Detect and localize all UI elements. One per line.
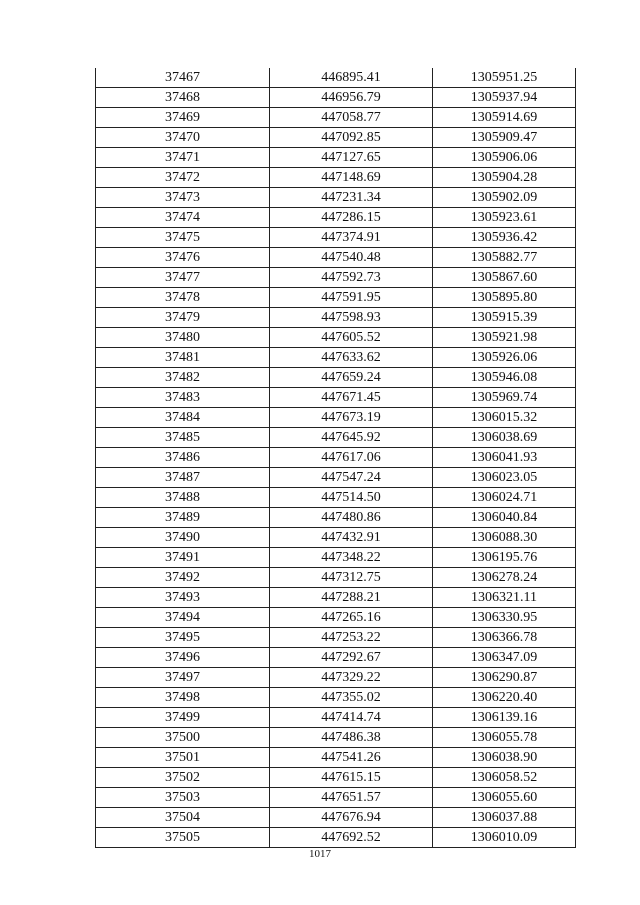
table-row (96, 188, 576, 208)
y-coordinate-cell: 1306058.52 (433, 768, 576, 788)
table-row (96, 608, 576, 628)
x-coordinate-cell: 447292.67 (270, 648, 433, 668)
point-id-cell: 37470 (96, 128, 270, 148)
table-row (96, 288, 576, 308)
y-coordinate-cell: 1306321.11 (433, 588, 576, 608)
table-row (96, 628, 576, 648)
y-coordinate-cell: 1306015.32 (433, 408, 576, 428)
y-coordinate-cell: 1305895.80 (433, 288, 576, 308)
x-coordinate-cell: 447486.38 (270, 728, 433, 748)
point-id-cell: 37469 (96, 108, 270, 128)
table-row (96, 728, 576, 748)
point-id-cell: 37499 (96, 708, 270, 728)
x-coordinate-cell: 447231.34 (270, 188, 433, 208)
x-coordinate-cell: 447148.69 (270, 168, 433, 188)
point-id-cell: 37502 (96, 768, 270, 788)
point-id-cell: 37497 (96, 668, 270, 688)
x-coordinate-cell: 447374.91 (270, 228, 433, 248)
point-id-cell: 37475 (96, 228, 270, 248)
table-row (96, 248, 576, 268)
y-coordinate-cell: 1306055.78 (433, 728, 576, 748)
table-row (96, 788, 576, 808)
table-row (96, 388, 576, 408)
point-id-cell: 37494 (96, 608, 270, 628)
y-coordinate-cell: 1305951.25 (433, 68, 576, 88)
point-id-cell: 37478 (96, 288, 270, 308)
point-id-cell: 37483 (96, 388, 270, 408)
y-coordinate-cell: 1306024.71 (433, 488, 576, 508)
x-coordinate-cell: 447432.91 (270, 528, 433, 548)
point-id-cell: 37505 (96, 828, 270, 848)
table-row (96, 768, 576, 788)
y-coordinate-cell: 1305969.74 (433, 388, 576, 408)
point-id-cell: 37491 (96, 548, 270, 568)
x-coordinate-cell: 447651.57 (270, 788, 433, 808)
table-row (96, 208, 576, 228)
point-id-cell: 37474 (96, 208, 270, 228)
table-row (96, 648, 576, 668)
y-coordinate-cell: 1306290.87 (433, 668, 576, 688)
x-coordinate-cell: 447617.06 (270, 448, 433, 468)
point-id-cell: 37496 (96, 648, 270, 668)
x-coordinate-cell: 447058.77 (270, 108, 433, 128)
coordinate-table (95, 68, 576, 848)
x-coordinate-cell: 447348.22 (270, 548, 433, 568)
x-coordinate-cell: 447253.22 (270, 628, 433, 648)
y-coordinate-cell: 1305906.06 (433, 148, 576, 168)
y-coordinate-cell: 1306330.95 (433, 608, 576, 628)
y-coordinate-cell: 1306278.24 (433, 568, 576, 588)
point-id-cell: 37471 (96, 148, 270, 168)
x-coordinate-cell: 447514.50 (270, 488, 433, 508)
table-row (96, 128, 576, 148)
table-row (96, 308, 576, 328)
table-row (96, 708, 576, 728)
table-row (96, 108, 576, 128)
y-coordinate-cell: 1306041.93 (433, 448, 576, 468)
table-row (96, 268, 576, 288)
table-row (96, 748, 576, 768)
x-coordinate-cell: 447355.02 (270, 688, 433, 708)
x-coordinate-cell: 447659.24 (270, 368, 433, 388)
x-coordinate-cell: 447671.45 (270, 388, 433, 408)
y-coordinate-cell: 1305921.98 (433, 328, 576, 348)
y-coordinate-cell: 1305926.06 (433, 348, 576, 368)
x-coordinate-cell: 447547.24 (270, 468, 433, 488)
point-id-cell: 37482 (96, 368, 270, 388)
table-row (96, 488, 576, 508)
y-coordinate-cell: 1305915.39 (433, 308, 576, 328)
table-row (96, 328, 576, 348)
point-id-cell: 37467 (96, 68, 270, 88)
table-row (96, 688, 576, 708)
y-coordinate-cell: 1306055.60 (433, 788, 576, 808)
table-row (96, 148, 576, 168)
y-coordinate-cell: 1306038.90 (433, 748, 576, 768)
y-coordinate-cell: 1305902.09 (433, 188, 576, 208)
table-row (96, 828, 576, 848)
x-coordinate-cell: 447541.26 (270, 748, 433, 768)
x-coordinate-cell: 447092.85 (270, 128, 433, 148)
table-row (96, 548, 576, 568)
point-id-cell: 37476 (96, 248, 270, 268)
point-id-cell: 37493 (96, 588, 270, 608)
x-coordinate-cell: 447645.92 (270, 428, 433, 448)
y-coordinate-cell: 1306010.09 (433, 828, 576, 848)
y-coordinate-cell: 1305923.61 (433, 208, 576, 228)
table-row (96, 348, 576, 368)
x-coordinate-cell: 447676.94 (270, 808, 433, 828)
y-coordinate-cell: 1306040.84 (433, 508, 576, 528)
table-row (96, 408, 576, 428)
y-coordinate-cell: 1305914.69 (433, 108, 576, 128)
y-coordinate-cell: 1305867.60 (433, 268, 576, 288)
point-id-cell: 37481 (96, 348, 270, 368)
x-coordinate-cell: 447329.22 (270, 668, 433, 688)
page-number: 1017 (309, 848, 331, 860)
y-coordinate-cell: 1306347.09 (433, 648, 576, 668)
x-coordinate-cell: 447288.21 (270, 588, 433, 608)
point-id-cell: 37489 (96, 508, 270, 528)
point-id-cell: 37504 (96, 808, 270, 828)
y-coordinate-cell: 1306038.69 (433, 428, 576, 448)
point-id-cell: 37472 (96, 168, 270, 188)
x-coordinate-cell: 447591.95 (270, 288, 433, 308)
table-row (96, 368, 576, 388)
y-coordinate-cell: 1306195.76 (433, 548, 576, 568)
point-id-cell: 37498 (96, 688, 270, 708)
table-row (96, 588, 576, 608)
table-row (96, 528, 576, 548)
x-coordinate-cell: 447127.65 (270, 148, 433, 168)
point-id-cell: 37477 (96, 268, 270, 288)
point-id-cell: 37490 (96, 528, 270, 548)
x-coordinate-cell: 447414.74 (270, 708, 433, 728)
table-row (96, 468, 576, 488)
table-row (96, 508, 576, 528)
x-coordinate-cell: 447615.15 (270, 768, 433, 788)
point-id-cell: 37501 (96, 748, 270, 768)
table-row (96, 668, 576, 688)
point-id-cell: 37468 (96, 88, 270, 108)
x-coordinate-cell: 447673.19 (270, 408, 433, 428)
y-coordinate-cell: 1305937.94 (433, 88, 576, 108)
y-coordinate-cell: 1305882.77 (433, 248, 576, 268)
x-coordinate-cell: 447286.15 (270, 208, 433, 228)
table-row (96, 68, 576, 88)
y-coordinate-cell: 1306139.16 (433, 708, 576, 728)
y-coordinate-cell: 1305904.28 (433, 168, 576, 188)
point-id-cell: 37479 (96, 308, 270, 328)
x-coordinate-cell: 447480.86 (270, 508, 433, 528)
table-row (96, 168, 576, 188)
point-id-cell: 37503 (96, 788, 270, 808)
x-coordinate-cell: 447540.48 (270, 248, 433, 268)
x-coordinate-cell: 446895.41 (270, 68, 433, 88)
y-coordinate-cell: 1306088.30 (433, 528, 576, 548)
point-id-cell: 37484 (96, 408, 270, 428)
y-coordinate-cell: 1306366.78 (433, 628, 576, 648)
point-id-cell: 37485 (96, 428, 270, 448)
y-coordinate-cell: 1306023.05 (433, 468, 576, 488)
table-row (96, 448, 576, 468)
point-id-cell: 37492 (96, 568, 270, 588)
x-coordinate-cell: 446956.79 (270, 88, 433, 108)
table-row (96, 808, 576, 828)
x-coordinate-cell: 447605.52 (270, 328, 433, 348)
x-coordinate-cell: 447592.73 (270, 268, 433, 288)
y-coordinate-cell: 1306220.40 (433, 688, 576, 708)
point-id-cell: 37473 (96, 188, 270, 208)
y-coordinate-cell: 1305909.47 (433, 128, 576, 148)
x-coordinate-cell: 447312.75 (270, 568, 433, 588)
x-coordinate-cell: 447265.16 (270, 608, 433, 628)
point-id-cell: 37486 (96, 448, 270, 468)
y-coordinate-cell: 1305936.42 (433, 228, 576, 248)
table-row (96, 88, 576, 108)
x-coordinate-cell: 447598.93 (270, 308, 433, 328)
table-row (96, 428, 576, 448)
point-id-cell: 37480 (96, 328, 270, 348)
y-coordinate-cell: 1305946.08 (433, 368, 576, 388)
point-id-cell: 37500 (96, 728, 270, 748)
x-coordinate-cell: 447692.52 (270, 828, 433, 848)
coordinate-table-body (96, 68, 576, 848)
point-id-cell: 37488 (96, 488, 270, 508)
x-coordinate-cell: 447633.62 (270, 348, 433, 368)
point-id-cell: 37495 (96, 628, 270, 648)
table-row (96, 568, 576, 588)
y-coordinate-cell: 1306037.88 (433, 808, 576, 828)
table-row (96, 228, 576, 248)
point-id-cell: 37487 (96, 468, 270, 488)
